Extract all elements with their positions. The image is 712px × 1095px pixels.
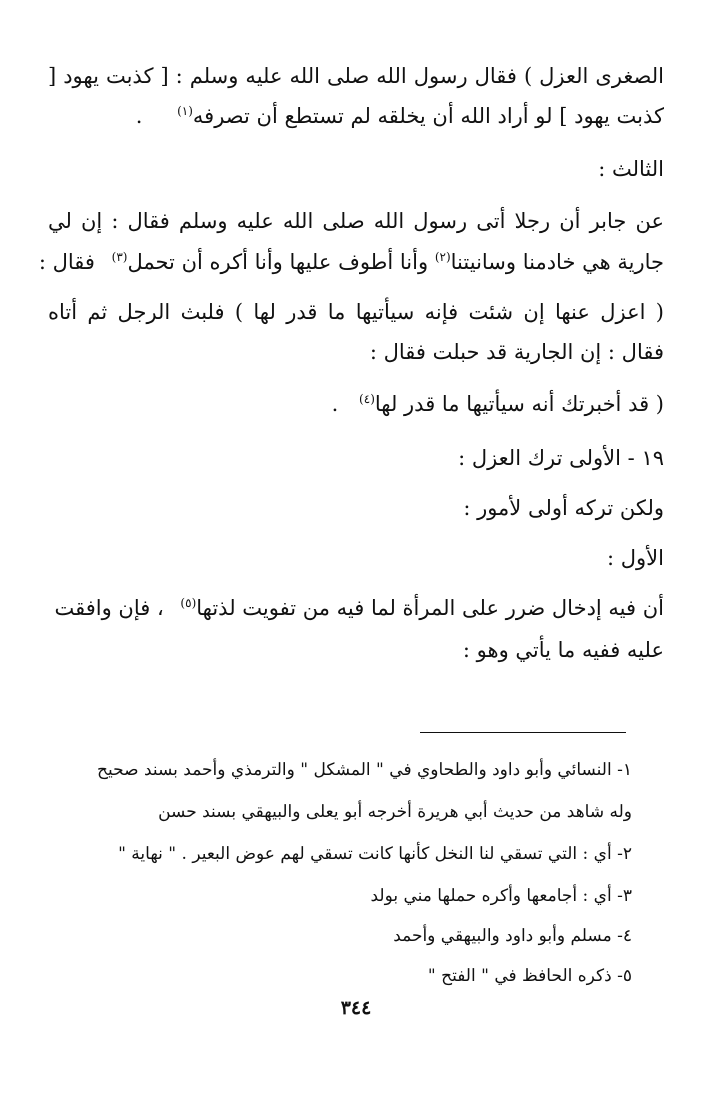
footnote-mark-2: (٢) (434, 250, 451, 264)
footnote-5: ٥- ذكره الحافظ في " الفتح " (427, 966, 632, 986)
line-trail: . (331, 392, 339, 416)
footnote-mark-3: (٣) (111, 250, 128, 264)
body-line-5: جارية هي خادمنا وسانيتنا$^{(٢)}$ وأنا أطوف عليها وأنا أكره أن تحمل$^{(٣)}$ فقال : (38, 250, 664, 274)
footnote-3: ٣- أي : أجامعها وأكره حملها مني بولد (370, 886, 632, 906)
footnote-separator (420, 732, 626, 733)
body-line-8: ( قد أخبرتك أنه سيأتيها ما قدر لها$^{(٤)}$ . (331, 392, 664, 416)
body-line-13: عليه ففيه ما يأتي وهو : (462, 638, 664, 662)
footnote-mark-5: (٥) (180, 596, 197, 610)
section-heading-first: الأول : (607, 546, 664, 570)
footnote-mark-4: (٤) (359, 392, 375, 406)
body-line-12: أن فيه إدخال ضرر على المرأة لما فيه من تفويت لذتها$^{(٥)}$ ، فإن وافقت (54, 596, 664, 620)
footnote-2: ٢- أي : التي تسقي لنا النخل كأنها كانت تسقي لهم عوض البعير . " نهاية " (118, 844, 632, 864)
body-line-6: ( اعزل عنها إن شئت فإنه سيأتيها ما قدر لها ) فلبث الرجل ثم أتاه (48, 300, 664, 324)
body-line-2: كذبت يهود ] لو أراد الله أن يخلقه لم تستطع أن تصرفه$^{(١)}$ . (135, 104, 664, 128)
section-heading-third: الثالث : (598, 157, 664, 181)
page-number: ٣٤٤ (340, 997, 372, 1019)
footnote-mark-1: (١) (177, 104, 193, 118)
section-heading-19: ١٩ - الأولى ترك العزل : (458, 446, 664, 470)
body-line-7: فقال : إن الجارية قد حبلت فقال : (369, 340, 664, 364)
body-line-10: ولكن تركه أولى لأمور : (463, 496, 664, 520)
footnote-1-cont: وله شاهد من حديث أبي هريرة أخرجه أبو يعلى والبيهقي بسند حسن (158, 802, 632, 822)
footnote-4: ٤- مسلم وأبو داود والبيهقي وأحمد (393, 926, 632, 946)
footnote-1: ١- النسائي وأبو داود والطحاوي في " المشكل " والترمذي وأحمد بسند صحيح (97, 760, 632, 780)
line-trail: . (135, 104, 143, 128)
body-line-4: عن جابر أن رجلا أتى رسول الله صلى الله عليه وسلم فقال : إن لي (48, 209, 664, 233)
body-line-1: الصغرى العزل ) فقال رسول الله صلى الله عليه وسلم : [ كذبت يهود [ (48, 64, 664, 88)
